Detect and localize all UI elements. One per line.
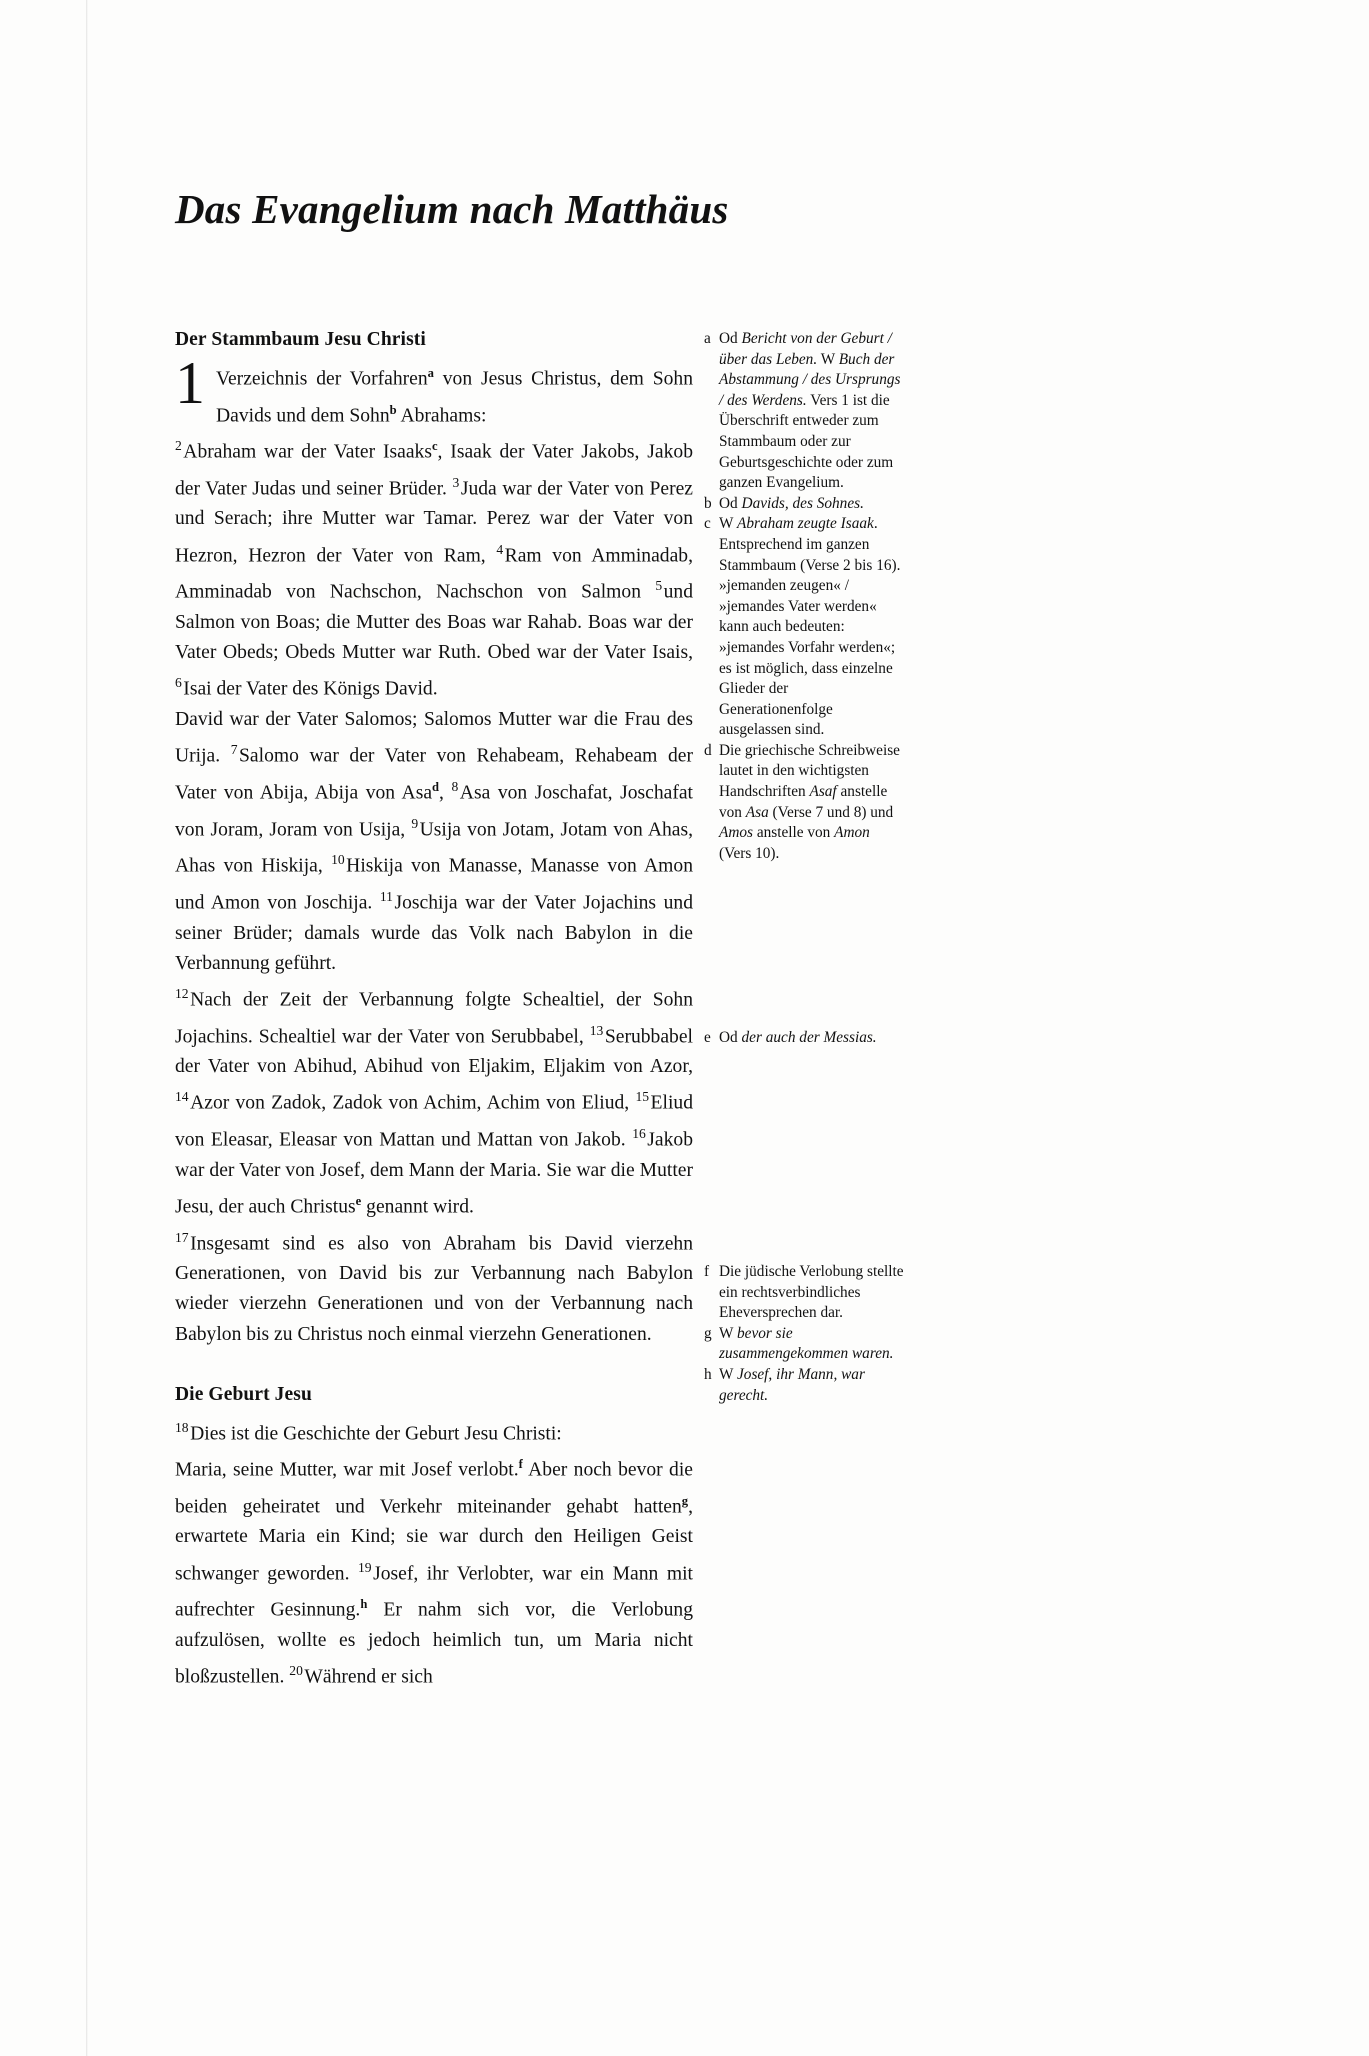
paragraph-verse-1 xyxy=(175,350,693,431)
verse-number-3: 3 xyxy=(452,474,460,490)
verse-20-text: Während er sich xyxy=(304,1666,433,1688)
footnote-spacer-2 xyxy=(704,1049,904,1262)
footnote-a xyxy=(704,329,904,494)
footnote-marker-h: h xyxy=(704,1366,712,1383)
verse-14-text: Azor von Zadok, Zadok von Achim, Achim von Eliud, xyxy=(190,1092,636,1114)
verse-10-text: Hiskija von Manasse, Manasse von Amon und Amon von Joschija. xyxy=(175,855,693,914)
footnote-b xyxy=(704,494,904,515)
page-content xyxy=(175,185,1195,1693)
verse-18-text-c: Aber noch bevor die beiden geheiratet und Verkehr miteinander gehabt hatten xyxy=(175,1459,693,1518)
footnote-group-3 xyxy=(704,1262,904,1406)
verse-number-18: 18 xyxy=(175,1419,189,1435)
verse-9-text: Usija von Jotam, Jotam von Ahas, Ahas von Hiskija, xyxy=(175,818,693,877)
verse-3-text: Juda war der Vater von Perez und Serach; ihre Mutter war Tamar. Perez war der Vater von Hezron, Hezron der Vater von Ram, xyxy=(175,478,694,567)
verse-number-19: 19 xyxy=(358,1559,372,1575)
footnote-f xyxy=(704,1262,904,1324)
paragraph-verses-2-6 xyxy=(175,431,693,705)
verse-7-text-a: Salomo war der Vater von Rehabeam, Rehabeam der Vater von Abija, Abija von Asa xyxy=(175,745,693,804)
footnote-marker-g: g xyxy=(704,1324,712,1342)
footnote-marker-a: a xyxy=(704,330,711,347)
footnote-text-d: Die griechische Schreibweise lautet in den wichtigsten Handschriften Asaf anstelle von Asa (Verse 7 und 8) und Amos anstelle von Amon (Vers 10). xyxy=(719,741,900,862)
verse-number-17: 17 xyxy=(175,1229,189,1245)
verse-number-8: 8 xyxy=(451,778,459,794)
footnote-text-c: W Abraham zeugte Isaak. Entsprechend im ganzen Stammbaum (Verse 2 bis 16). »jemanden zeugen« / »jemandes Vater werden« kann auch bedeuten: »jemandes Vorfahr werden«; es ist möglich, dass einzelne Glieder der Generationenfolge ausgelassen sind. xyxy=(719,515,901,739)
verse-18-text-d: , erwartete Maria ein Kind; sie war durch den Heiligen Geist schwanger geworden. xyxy=(175,1496,693,1585)
paragraph-verse-18-intro xyxy=(175,1413,693,1450)
footnote-ref-h[interactable]: h xyxy=(360,1597,368,1612)
page-gutter-shadow xyxy=(86,0,88,2056)
verse-16-text-a: Jakob war der Vater von Josef, dem Mann der Maria. Sie war die Mutter Jesu, der auch Christus xyxy=(175,1129,693,1218)
verse-4-text: Ram von Amminadab, Amminadab von Nachschon, Nachschon von Salmon xyxy=(175,545,693,603)
footnote-ref-b[interactable]: b xyxy=(389,402,397,417)
verse-12-text: Nach der Zeit der Verbannung folgte Schealtiel, der Sohn Jojachins. Schealtiel war der Vater von Serubbabel, xyxy=(175,989,693,1048)
footnote-d xyxy=(704,741,904,865)
verse-6-text: Isai der Vater des Königs David. xyxy=(183,678,438,700)
verse-17-text: Insgesamt sind es also von Abraham bis David vierzehn Generationen, von David bis zur Verbannung nach Babylon wieder vierzehn Generationen und von der Verbannung nach Babylon bis zu Christus noch einmal vierzehn Generationen. xyxy=(175,1233,693,1345)
verse-number-2: 2 xyxy=(175,438,182,453)
footnote-group-1 xyxy=(704,329,904,864)
footnote-ref-f[interactable]: f xyxy=(518,1457,523,1472)
footnote-g xyxy=(704,1324,904,1365)
footnotes-column xyxy=(704,329,904,1406)
footnote-text-a: Od Bericht von der Geburt / über das Leben. W Buch der Abstammung / des Ursprungs / des Werdens. Vers 1 ist die Überschrift entweder zum Stammbaum oder zur Geburtsgeschichte oder zum ganzen Evangelium. xyxy=(719,330,901,492)
footnote-text-h: W Josef, ihr Mann, war gerecht. xyxy=(719,1366,865,1404)
footnote-text-b: Od Davids, des Sohnes. xyxy=(719,494,864,512)
verse-number-10: 10 xyxy=(331,852,345,868)
verse-number-4: 4 xyxy=(496,541,504,557)
verse-19-text-a: Josef, ihr Verlobter, war ein Mann mit aufrechter Gesinnung. xyxy=(175,1563,694,1621)
verse-number-7: 7 xyxy=(230,742,238,758)
footnote-marker-c: c xyxy=(704,515,711,533)
footnote-ref-d[interactable]: d xyxy=(432,780,440,795)
verse-6-text-b: David war der Vater Salomos; Salomos Mutter war die Frau des Urija. xyxy=(175,708,693,767)
verse-number-15: 15 xyxy=(635,1089,650,1105)
section-heading-birth: Die Geburt Jesu xyxy=(175,1383,312,1405)
verse-number-12: 12 xyxy=(175,985,189,1001)
verse-1-text-a: Verzeichnis der Vorfahren xyxy=(216,368,428,390)
footnote-marker-e: e xyxy=(704,1029,711,1047)
footnote-text-e: Od der auch der Messias. xyxy=(719,1029,877,1047)
footnote-marker-d: d xyxy=(704,741,712,759)
verse-18-text-a: Dies ist die Geschichte der Geburt Jesu Christi: xyxy=(190,1423,562,1445)
footnote-spacer-1 xyxy=(704,864,904,1028)
verse-19-text-b: Er nahm sich vor, die Verlobung aufzulösen, wollte es jedoch heimlich tun, um Maria nicht bloßzustellen. xyxy=(175,1599,693,1688)
footnote-marker-f: f xyxy=(704,1263,710,1281)
verse-2-text-a: Abraham war der Vater Isaaks xyxy=(183,441,432,463)
verse-1-text-b: von Jesus Christus, dem Sohn Davids und dem Sohn xyxy=(216,368,693,426)
footnote-group-2 xyxy=(704,1028,904,1049)
column-layout xyxy=(175,329,1195,1693)
book-title: Das Evangelium nach Matthäus xyxy=(175,186,729,232)
verse-2-text-b: , Isaak der Vater Jakobs, Jakob der Vater Judas und seiner Brüder. xyxy=(175,441,693,500)
verse-1-text-c: Abrahams: xyxy=(396,404,487,426)
footnote-ref-e[interactable]: e xyxy=(355,1194,362,1209)
footnote-marker-b: b xyxy=(704,494,712,512)
footnote-ref-a[interactable]: a xyxy=(427,366,434,380)
paragraph-verses-12-16 xyxy=(175,979,693,1223)
chapter-number-dropcap: 1 xyxy=(175,350,205,416)
verse-number-9: 9 xyxy=(411,815,419,831)
footnote-text-f: Die jüdische Verlobung stellte ein rechtsverbindliches Eheversprechen dar. xyxy=(719,1263,904,1322)
verse-number-6: 6 xyxy=(175,675,182,691)
footnote-c xyxy=(704,514,904,741)
verse-5-text: und Salmon von Boas; die Mutter des Boas war Rahab. Boas war der Vater Obeds; Obeds Mutter war Ruth. Obed war der Vater Isais, xyxy=(175,581,693,664)
verse-16-text-b: genannt wird. xyxy=(361,1196,474,1218)
footnote-ref-g[interactable]: g xyxy=(681,1493,689,1508)
verse-8-text: Asa von Joschafat, Joschafat von Joram, Joram von Usija, xyxy=(175,782,693,840)
paragraph-verses-6b-11 xyxy=(175,705,693,979)
section-heading-genealogy: Der Stammbaum Jesu Christi xyxy=(175,329,426,350)
verse-number-20: 20 xyxy=(289,1663,303,1679)
verse-18-text-b: Maria, seine Mutter, war mit Josef verlobt. xyxy=(175,1459,519,1481)
verse-number-16: 16 xyxy=(632,1126,646,1142)
footnote-ref-c[interactable]: c xyxy=(431,439,438,454)
footnote-h xyxy=(704,1365,904,1406)
verse-number-11: 11 xyxy=(379,888,393,904)
footnote-e xyxy=(704,1028,904,1049)
verse-13-text: Serubbabel der Vater von Abihud, Abihud von Eljakim, Eljakim von Azor, xyxy=(175,1026,693,1078)
footnote-text-g: W bevor sie zusammengekommen waren. xyxy=(719,1324,894,1363)
verse-number-13: 13 xyxy=(589,1022,604,1038)
verse-11-text: Joschija war der Vater Jojachins und seiner Brüder; damals wurde das Volk nach Babylon in die Verbannung geführt. xyxy=(175,892,693,974)
verse-number-14: 14 xyxy=(175,1089,189,1105)
paragraph-verses-18-20 xyxy=(175,1449,693,1692)
verse-number-5: 5 xyxy=(655,578,663,594)
verse-7-text-b: , xyxy=(439,782,452,804)
main-text-column xyxy=(175,329,693,1693)
paragraph-verse-17 xyxy=(175,1223,693,1350)
verse-15-text: Eliud von Eleasar, Eleasar von Mattan und Mattan von Jakob. xyxy=(175,1092,693,1151)
